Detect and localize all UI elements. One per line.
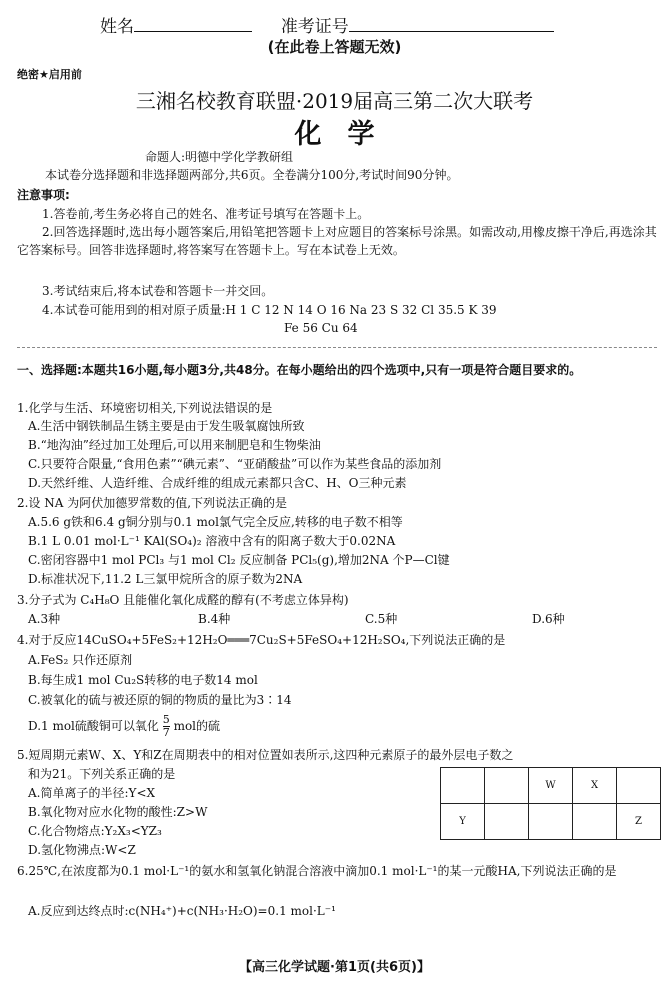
q1-option-d: D.天然纤维、人造纤维、合成纤维的组成元素都只含C、H、O三种元素 [28, 476, 407, 490]
grid-cell [617, 768, 661, 804]
notice-item-2: 2.回答选择题时,选出每小题答案后,用铅笔把答题卡上对应题目的答案标号涂黑。如需改动,用橡皮擦干净后,再选涂其它答案标号。回答非选择题时,将答案写在答题卡上。写在本试卷上无效。 [17, 225, 657, 257]
fraction-numerator: 5 [162, 713, 170, 726]
q3-option-c: C.5种 [365, 612, 398, 626]
q6-stem: 6.25℃,在浓度都为0.1 mol·L⁻¹的氨水和氢氧化钠混合溶液中滴加0.1 mol·L⁻¹的某一元酸HA,下列说法正确的是 [17, 864, 617, 878]
grid-cell [573, 804, 617, 840]
q4-option-d-pre: D.1 mol硫酸铜可以氧化 [28, 719, 159, 733]
notice-item-1: 1.答卷前,考生务必将自己的姓名、准考证号填写在答题卡上。 [42, 207, 370, 221]
q5-option-d: D.氢化物沸点:W<Z [28, 843, 136, 857]
notice-item-4-cont: Fe 56 Cu 64 [284, 321, 358, 335]
q6-option-a: A.反应到达终点时:c(NH₄⁺)+c(NH₃·H₂O)=0.1 mol·L⁻¹ [28, 904, 336, 918]
exam-title: 三湘名校教育联盟·2019届高三第二次大联考 [135, 89, 534, 113]
notice-item-3: 3.考试结束后,将本试卷和答题卡一并交回。 [42, 284, 274, 298]
subject-title: 化学 [294, 119, 401, 150]
page-footer: 【高三化学试题·第1页(共6页)】 [239, 960, 430, 975]
q1-stem: 1.化学与生活、环境密切相关,下列说法错误的是 [17, 401, 273, 415]
grid-cell-x: X [573, 768, 617, 804]
q2-stem: 2.设 NA 为阿伏加德罗常数的值,下列说法正确的是 [17, 496, 288, 510]
q5-stem-line1: 5.短周期元素W、X、Y和Z在周期表中的相对位置如表所示,这四种元素原子的最外层电子数之 [17, 748, 514, 762]
q5-option-a: A.简单离子的半径:Y<X [28, 786, 156, 800]
secret-mark: 绝密★启用前 [17, 68, 82, 81]
notice-item-4: 4.本试卷可能用到的相对原子质量:H 1 C 12 N 14 O 16 Na 23 S 32 Cl 35.5 K 39 [42, 303, 497, 317]
q4-option-d [28, 714, 220, 739]
q1-option-c: C.只要符合限量,“食用色素”“碘元素”、“亚硝酸盐”可以作为某些食品的添加剂 [28, 457, 442, 471]
q4-option-b: B.每生成1 mol Cu₂S转移的电子数14 mol [28, 673, 258, 687]
grid-cell [485, 804, 529, 840]
q3-option-a: A.3种 [28, 612, 61, 626]
section-heading: 一、选择题:本题共16小题,每小题3分,共48分。在每小题给出的四个选项中,只有一项是符合题目要求的。 [17, 363, 582, 377]
q5-stem-line2: 和为21。下列关系正确的是 [28, 767, 176, 781]
q4-option-c: C.被氧化的硫与被还原的铜的物质的量比为3∶14 [28, 693, 292, 707]
q2-option-a: A.5.6 g铁和6.4 g铜分别与0.1 mol氯气完全反应,转移的电子数不相等 [28, 515, 403, 529]
grid-cell-z: Z [617, 804, 661, 840]
grid-cell [485, 768, 529, 804]
q2-option-d: D.标准状况下,11.2 L三氯甲烷所含的原子数为2NA [28, 572, 303, 586]
grid-cell-w: W [529, 768, 573, 804]
name-blank [134, 15, 252, 32]
name-label: 姓名 [100, 17, 134, 37]
notice-heading: 注意事项: [17, 188, 70, 202]
fraction-denominator: 7 [162, 726, 170, 739]
q1-option-a: A.生活中钢铁制品生锈主要是由于发生吸氧腐蚀所致 [28, 419, 305, 433]
grid-cell [529, 804, 573, 840]
author-line: 命题人:明德中学化学教研组 [145, 150, 294, 164]
exam-no-blank [349, 15, 554, 32]
q2-option-b: B.1 L 0.01 mol·L⁻¹ KAl(SO₄)₂ 溶液中含有的阳离子数大于0.02NA [28, 534, 396, 548]
grid-cell [441, 768, 485, 804]
invalid-note: (在此卷上答题无效) [267, 38, 402, 56]
grid-cell-y: Y [441, 804, 485, 840]
exam-no-label: 准考证号 [280, 17, 349, 37]
q3-stem: 3.分子式为 C₄H₈O 且能催化氧化成醛的醇有(不考虑立体异构) [17, 593, 349, 607]
q1-option-b: B.“地沟油”经过加工处理后,可以用来制肥皂和生物柴油 [28, 438, 321, 452]
q4-option-d-post: mol的硫 [173, 719, 221, 733]
q2-option-c: C.密闭容器中1 mol PCl₃ 与1 mol Cl₂ 反应制备 PCl₅(g),增加2NA 个P—Cl键 [28, 553, 450, 567]
divider [17, 347, 657, 348]
periodic-table-fragment [440, 767, 661, 840]
intro-line: 本试卷分选择题和非选择题两部分,共6页。全卷满分100分,考试时间90分钟。 [45, 168, 459, 182]
q5-option-c: C.化合物熔点:Y₂X₃<YZ₃ [28, 824, 162, 838]
fraction [163, 714, 170, 739]
q3-option-b: B.4种 [198, 612, 231, 626]
q4-stem: 4.对于反应14CuSO₄+5FeS₂+12H₂O═══7Cu₂S+5FeSO₄+12H₂SO₄,下列说法正确的是 [17, 633, 506, 647]
q4-option-a: A.FeS₂ 只作还原剂 [28, 653, 133, 667]
q5-option-b: B.氧化物对应水化物的酸性:Z>W [28, 805, 208, 819]
candidate-info-line [100, 12, 554, 37]
q3-option-d: D.6种 [532, 612, 565, 626]
